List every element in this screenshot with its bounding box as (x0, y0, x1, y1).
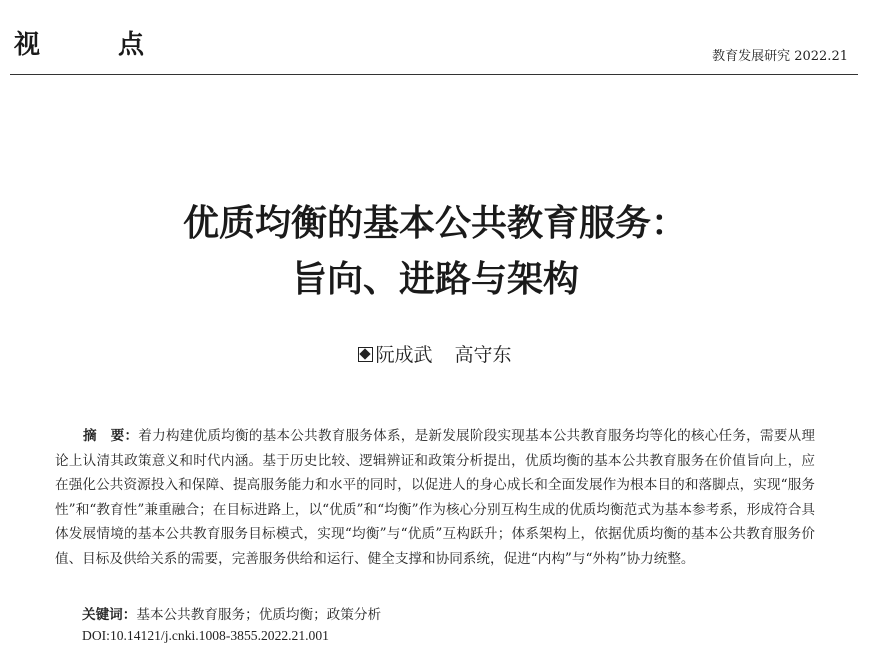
keywords-label: 关键词： (82, 607, 137, 623)
author-line (0, 340, 870, 367)
title-line-2: 旨向、进路与架构 (290, 259, 579, 300)
title-line-1: 优质均衡的基本公共教育服务： (182, 203, 687, 244)
abstract-label: 摘 要： (83, 428, 139, 444)
abstract (55, 424, 815, 572)
journal-reference: 教育发展研究 2022.21 (712, 49, 848, 64)
author-first: 阮成武 (375, 344, 433, 366)
doi: DOI:10.14121/j.cnki.1008-3855.2022.21.001 (82, 628, 329, 643)
author-second: 高守东 (454, 344, 512, 366)
keywords-text: 基本公共教育服务；优质均衡；政策分析 (136, 607, 382, 623)
article-title (0, 196, 870, 308)
author-marker-icon (358, 347, 373, 362)
abstract-text: 着力构建优质均衡的基本公共教育服务体系，是新发展阶段实现基本公共教育服务均等化的核心任务，需要从理论上认清其政策意义和时代内涵。基于历史比较、逻辑辨证和政策分析提出，优质均衡的基本公共教育服务在价值旨向上，应在强化公共资源投入和保障、提高服务能力和水平的同时，以促进人的身心成长和全面发展作为根本目的和落脚点，实现“服务性”和“教育性”兼重融合；在目标进路上，以“优质”和“均衡”作为核心分别互构生成的优质均衡范式为基本参考系，形成符合具体发展情境的基本公共教育服务目标模式，实现“均衡”与“优质”互构跃升；体系架构上，依据优质均衡的基本公共教育服务价值、目标及供给关系的需要，完善服务供给和运行、健全支撑和协同系统，促进“内构”与“外构”协力统整。 (55, 428, 815, 567)
section-tag: 视点 (14, 30, 223, 60)
header-divider (10, 74, 858, 75)
page-header (0, 0, 870, 78)
keywords (82, 603, 381, 623)
